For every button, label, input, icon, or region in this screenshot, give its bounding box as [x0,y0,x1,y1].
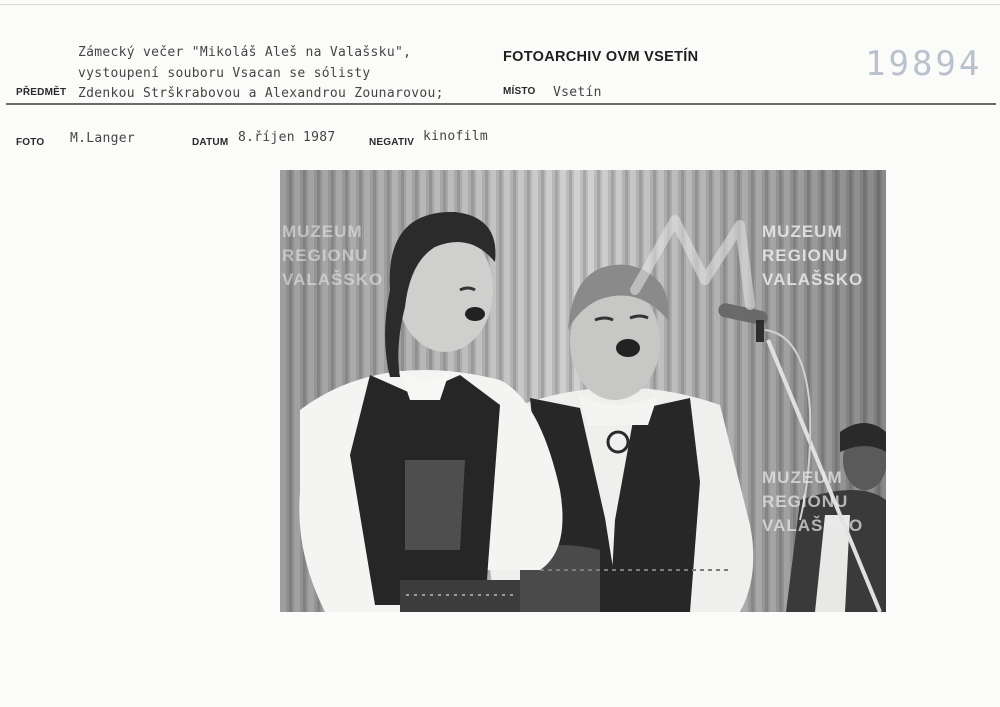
place-value: Vsetín [553,85,602,100]
watermark-text-left [282,220,383,292]
place-label: MÍSTO [503,86,536,97]
archive-photograph [280,170,886,612]
header-rule [6,103,996,105]
negative-label: NEGATIV [369,137,415,148]
watermark-line-2b: REGIONU [762,492,849,511]
watermark-line-1c: MUZEUM [282,222,363,241]
watermark-line-1b: MUZEUM [762,468,843,487]
watermark-line-2: REGIONU [762,246,849,265]
subject-line-1: Zámecký večer "Mikoláš Aleš na Valašsku", [78,45,412,60]
photo-label: FOTO [16,137,45,148]
date-label: DATUM [192,137,229,148]
subject-line-2: vystoupení souboru Vsacan se sólisty [78,66,371,81]
subject-label: PŘEDMĚT [16,87,67,98]
date-value: 8.říjen 1987 [238,130,336,145]
watermark-line-3c: VALAŠSKO [282,270,384,289]
watermark-line-2c: REGIONU [282,246,369,265]
top-edge-line [0,4,1000,5]
watermark-line-3b: VALAŠSKO [762,516,864,535]
watermark-text-bottom [762,466,863,538]
watermark-text-top [762,220,863,292]
subject-line-3: Zdenkou Strškrabovou a Alexandrou Zounarovou; [78,86,444,101]
negative-value: kinofilm [423,129,489,144]
archive-title: FOTOARCHIV OVM VSETÍN [503,49,699,65]
photo-value: M.Langer [70,131,136,146]
watermark-line-3: VALAŠSKO [762,270,864,289]
watermark-line-1: MUZEUM [762,222,843,241]
inventory-number: 19894 [865,44,983,84]
